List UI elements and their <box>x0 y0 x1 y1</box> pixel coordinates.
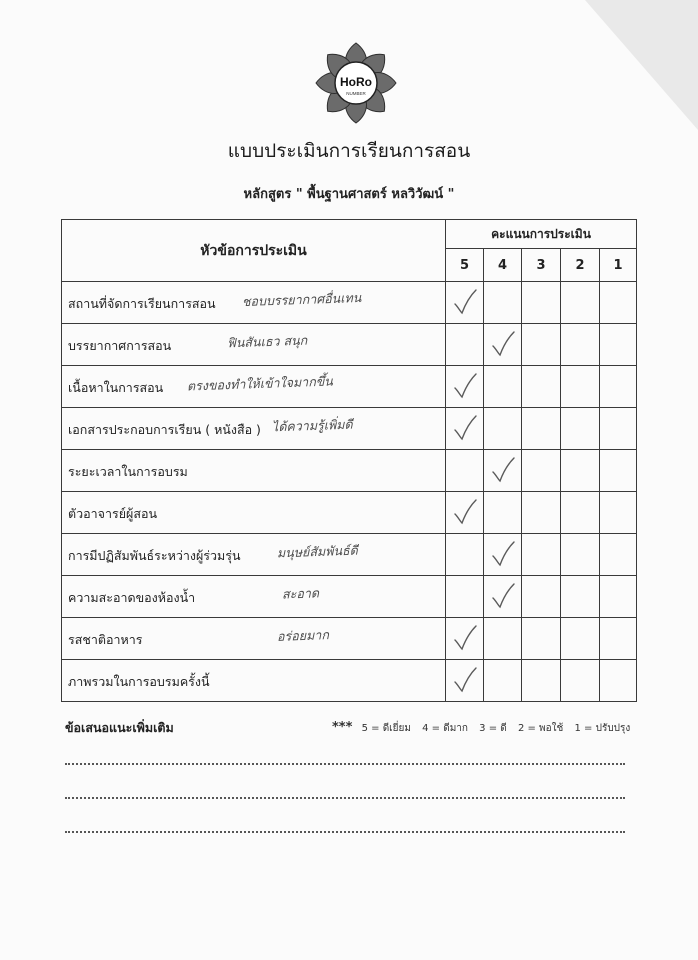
score-cell-5[interactable] <box>446 534 484 576</box>
legend-stars: *** <box>332 720 353 735</box>
legend-item: 4 = ดีมาก <box>422 723 468 734</box>
checkmark-icon <box>453 289 477 315</box>
table-row <box>62 366 637 408</box>
score-cell-5[interactable] <box>446 660 484 702</box>
checkmark-icon <box>491 457 515 483</box>
score-cell-4[interactable] <box>484 660 522 702</box>
score-col-3: 3 <box>522 249 561 282</box>
handwritten-comment: ตรงของทำให้เข้าใจมากขึ้น <box>186 373 334 394</box>
table-row <box>62 660 637 702</box>
score-cell-4[interactable] <box>484 366 522 408</box>
table-row <box>62 282 637 324</box>
score-cell-5[interactable] <box>446 282 484 324</box>
score-col-2: 2 <box>561 249 600 282</box>
handwritten-comment: สะอาด <box>281 585 320 602</box>
score-cell-4[interactable] <box>484 408 522 450</box>
topic-label: ภาพรวมในการอบรมครั้งนี้ <box>68 674 210 689</box>
topic-label: รสชาติอาหาร <box>68 632 143 647</box>
checkmark-icon <box>453 499 477 525</box>
topic-cell <box>62 366 446 408</box>
svg-text:NUMBER: NUMBER <box>346 91 366 96</box>
table-row <box>62 408 637 450</box>
handwritten-comment: มนุษย์สัมพันธ์ดี <box>276 542 358 561</box>
legend-item: 5 = ดีเยี่ยม <box>361 723 411 734</box>
topic-cell <box>62 576 446 618</box>
table-row <box>62 450 637 492</box>
score-cell-3[interactable] <box>522 660 561 702</box>
topic-label: บรรยากาศการสอน <box>68 338 172 353</box>
score-cell-4[interactable] <box>484 492 522 534</box>
table-row <box>62 324 637 366</box>
score-cell-1[interactable] <box>600 408 637 450</box>
score-cell-2[interactable] <box>561 534 600 576</box>
legend-item: 3 = ดี <box>479 723 507 734</box>
score-cell-5[interactable] <box>446 492 484 534</box>
score-cell-3[interactable] <box>522 450 561 492</box>
score-cell-4[interactable] <box>484 576 522 618</box>
score-cell-1[interactable] <box>600 282 637 324</box>
score-col-1: 1 <box>600 249 637 282</box>
topic-label: ระยะเวลาในการอบรม <box>68 464 188 479</box>
suggestion-line <box>65 797 625 799</box>
topic-label: เนื้อหาในการสอน <box>68 380 164 395</box>
table-row <box>62 534 637 576</box>
score-cell-1[interactable] <box>600 576 637 618</box>
suggestion-line <box>65 763 625 765</box>
topic-label: การมีปฏิสัมพันธ์ระหว่างผู้ร่วมรุ่น <box>68 548 241 563</box>
horo-logo <box>313 40 399 126</box>
page-title: แบบประเมินการเรียนการสอน <box>227 140 471 162</box>
score-cell-2[interactable] <box>561 618 600 660</box>
checkmark-icon <box>453 373 477 399</box>
topic-cell <box>62 324 446 366</box>
score-cell-4[interactable] <box>484 618 522 660</box>
score-cell-1[interactable] <box>600 366 637 408</box>
legend-item: 2 = พอใช้ <box>517 723 564 734</box>
score-col-4: 4 <box>484 249 522 282</box>
score-cell-2[interactable] <box>561 324 600 366</box>
handwritten-comment: ชอบบรรยากาศอื่นเทน <box>241 289 362 310</box>
topic-label: สถานที่จัดการเรียนการสอน <box>68 296 216 311</box>
topic-header: หัวข้อการประเมิน <box>62 220 446 282</box>
topic-cell <box>62 408 446 450</box>
topic-cell <box>62 450 446 492</box>
suggestions-label: ข้อเสนอแนะเพิ่มเติม <box>65 720 174 735</box>
score-cell-3[interactable] <box>522 282 561 324</box>
evaluation-rows <box>62 282 637 702</box>
checkmark-icon <box>453 415 477 441</box>
score-legend <box>332 720 638 736</box>
score-cell-5[interactable] <box>446 366 484 408</box>
score-cell-1[interactable] <box>600 324 637 366</box>
score-cell-3[interactable] <box>522 492 561 534</box>
score-cell-2[interactable] <box>561 576 600 618</box>
score-cell-1[interactable] <box>600 660 637 702</box>
svg-text:HoRo: HoRo <box>340 75 372 89</box>
topic-cell <box>62 492 446 534</box>
legend-item: 1 = ปรับปรุง <box>574 723 631 734</box>
handwritten-comment: ฟินสันเธว สนุก <box>226 332 308 351</box>
score-cell-3[interactable] <box>522 324 561 366</box>
topic-label: ความสะอาดของห้องน้ำ <box>68 590 196 605</box>
table-row <box>62 576 637 618</box>
score-cell-5[interactable] <box>446 618 484 660</box>
checkmark-icon <box>491 331 515 357</box>
score-col-5: 5 <box>446 249 484 282</box>
suggestion-line <box>65 831 625 833</box>
topic-cell <box>62 660 446 702</box>
course-subtitle: หลักสูตร " พื้นฐานศาสตร์ หลวิวัฒน์ " <box>243 187 455 202</box>
checkmark-icon <box>453 625 477 651</box>
topic-cell <box>62 534 446 576</box>
evaluation-table <box>61 219 637 702</box>
score-cell-1[interactable] <box>600 450 637 492</box>
table-row <box>62 492 637 534</box>
score-cell-5[interactable] <box>446 408 484 450</box>
topic-cell <box>62 282 446 324</box>
handwritten-comment: อร่อยมาก <box>276 627 330 644</box>
score-cell-4[interactable] <box>484 282 522 324</box>
topic-label: เอกสารประกอบการเรียน ( หนังสือ ) <box>68 422 261 437</box>
score-cell-3[interactable] <box>522 618 561 660</box>
handwritten-comment: ได้ความรู้เพิ่มดี <box>271 416 353 435</box>
score-cell-2[interactable] <box>561 282 600 324</box>
score-cell-5[interactable] <box>446 324 484 366</box>
topic-cell <box>62 618 446 660</box>
score-cell-2[interactable] <box>561 660 600 702</box>
score-cell-4[interactable] <box>484 324 522 366</box>
score-header: คะแนนการประเมิน <box>446 220 637 249</box>
checkmark-icon <box>453 667 477 693</box>
score-cell-1[interactable] <box>600 492 637 534</box>
score-cell-2[interactable] <box>561 408 600 450</box>
score-cell-2[interactable] <box>561 492 600 534</box>
score-cell-5[interactable] <box>446 576 484 618</box>
score-cell-5[interactable] <box>446 450 484 492</box>
score-cell-2[interactable] <box>561 366 600 408</box>
score-cell-2[interactable] <box>561 450 600 492</box>
score-cell-3[interactable] <box>522 408 561 450</box>
score-cell-3[interactable] <box>522 576 561 618</box>
score-cell-4[interactable] <box>484 450 522 492</box>
score-cell-1[interactable] <box>600 534 637 576</box>
score-cell-1[interactable] <box>600 618 637 660</box>
checkmark-icon <box>491 541 515 567</box>
score-cell-3[interactable] <box>522 534 561 576</box>
topic-label: ตัวอาจารย์ผู้สอน <box>68 506 158 521</box>
score-cell-3[interactable] <box>522 366 561 408</box>
table-row <box>62 618 637 660</box>
checkmark-icon <box>491 583 515 609</box>
score-cell-4[interactable] <box>484 534 522 576</box>
